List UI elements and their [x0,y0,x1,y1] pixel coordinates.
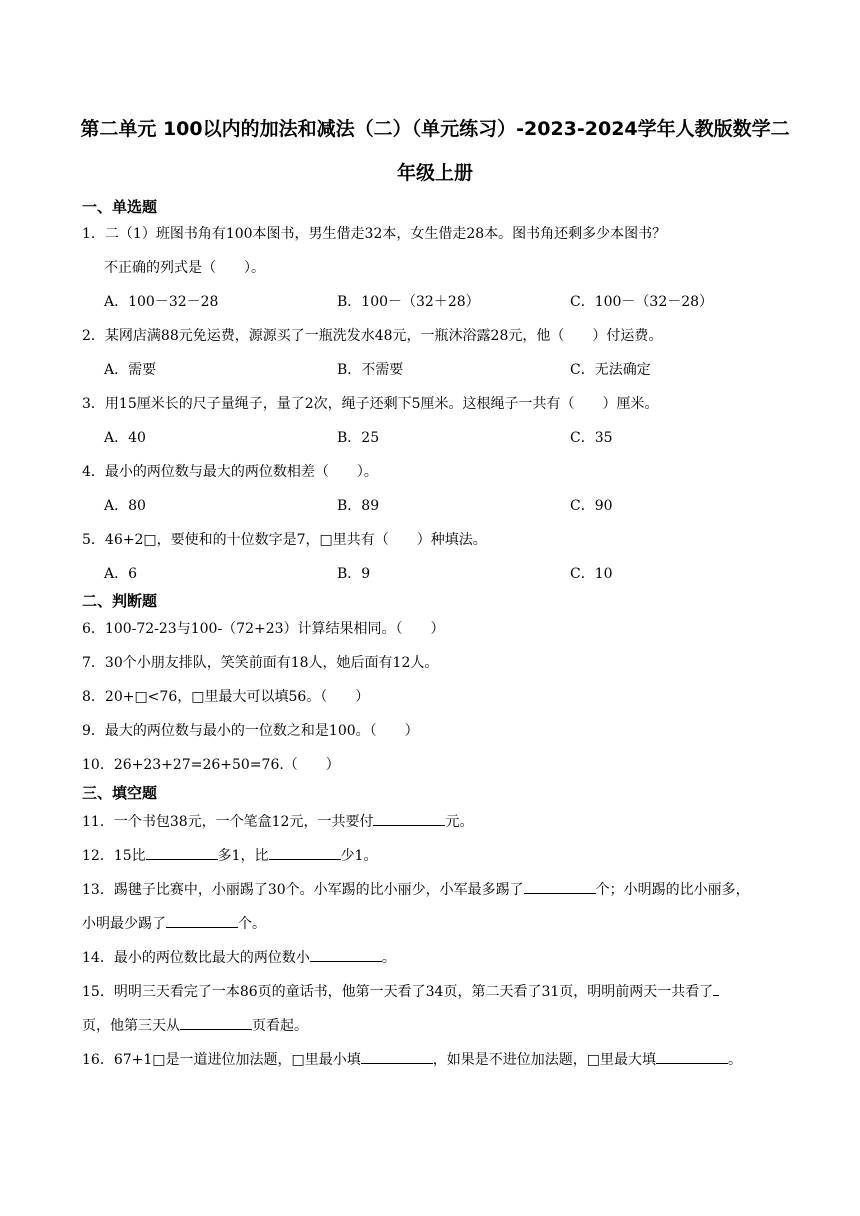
question-6: 6．100-72-23与100-（72+23）计算结果相同。（ ） [82,621,445,637]
question-15-text-1: 15．明明三天看完了一本86页的童话书，他第一天看了34页，第二天看了31页，明明前两天一共看了 [82,984,714,1000]
question-14 [82,947,396,968]
question-7: 7．30个小朋友排队，笑笑前面有18人，她后面有12人。 [82,655,439,671]
question-13-text-1: 13．踢毽子比赛中，小丽踢了30个。小军踢的比小丽少，小军最多踢了 [82,882,524,898]
question-15-text-2: 页，他第三天从 [82,1018,180,1034]
question-5-option-c: C．10 [570,566,613,582]
question-4-stem: 4．最小的两位数与最大的两位数相差（ ）。 [82,464,378,480]
question-1-prompt: 不正确的列式是（ ）。 [104,260,265,276]
question-2-option-a: A．需要 [104,362,157,378]
question-5-stem: 5．46+2□，要使和的十位数字是7，□里共有（ ）种填法。 [82,532,487,548]
question-2-option-c: C．无法确定 [570,362,651,378]
question-4-option-c: C．90 [570,498,613,514]
question-1-option-b: B．100－（32＋28） [337,294,480,310]
question-16-text-2: ，如果是不进位加法题，□里最大填 [432,1052,656,1068]
question-3-option-b: B．25 [337,430,380,446]
question-2-stem: 2．某网店满88元免运费，源源买了一瓶洗发水48元，一瓶沐浴露28元，他（ ）付运费。 [82,328,663,344]
question-2-option-b: B．不需要 [337,362,404,378]
answer-blank[interactable] [146,845,218,860]
question-3-option-c: C．35 [570,430,613,446]
answer-blank[interactable] [656,1049,728,1064]
section-heading-true-false: 二、判断题 [82,592,158,610]
question-15-line-1 [82,981,719,1002]
answer-blank[interactable] [373,811,445,826]
question-13-text-4: 个。 [238,916,266,932]
question-16-text-1: 16．67+1□是一道进位加法题，□里最小填 [82,1052,361,1068]
question-1-stem: 1．二（1）班图书角有100本图书，男生借走32本，女生借走28本。图书角还剩多少本图书？ [82,226,667,242]
question-13-line-1 [82,879,750,900]
question-13-text-2: 个；小明踢的比小丽多， [595,882,750,898]
question-12-text-2: 多1，比 [217,848,269,864]
question-12-text-1: 12．15比 [82,848,146,864]
question-4-option-b: B．89 [337,498,380,514]
question-8: 8．20+□<76，□里最大可以填56。（ ） [82,689,370,705]
question-12 [82,845,377,866]
question-10: 10．26+23+27=26+50=76.（ ） [82,757,340,773]
answer-blank[interactable] [713,981,719,996]
question-4-option-a: A．80 [104,498,146,514]
question-15-text-3: 页看起。 [252,1018,308,1034]
section-heading-multiple-choice: 一、单选题 [82,198,158,216]
answer-blank[interactable] [180,1015,252,1030]
question-1-option-c: C．100－（32－28） [570,294,714,310]
question-9: 9．最大的两位数与最小的一位数之和是100。（ ） [82,723,419,739]
question-3-stem: 3．用15厘米长的尺子量绳子，量了2次，绳子还剩下5厘米。这根绳子一共有（ ）厘米。 [82,396,659,412]
question-11-text: 11．一个书包38元，一个笔盒12元，一共要付 [82,814,374,830]
question-16-end: 。 [727,1052,742,1068]
question-16 [82,1049,742,1070]
question-1-option-a: A．100－32－28 [104,294,219,310]
question-11-unit: 元。 [445,814,474,830]
question-14-end: 。 [381,950,396,966]
worksheet-title-line1: 第二单元 100以内的加法和减法（二）（单元练习）-2023-2024学年人教版数学二 [80,118,790,140]
question-14-text: 14．最小的两位数比最大的两位数小 [82,950,310,966]
question-3-option-a: A．40 [104,430,146,446]
answer-blank[interactable] [524,879,596,894]
question-13-text-3: 小明最少踢了 [82,916,166,932]
section-heading-fill-in: 三、填空题 [82,784,158,802]
answer-blank[interactable] [310,947,382,962]
question-12-text-3: 少1。 [340,848,378,864]
question-5-option-b: B．9 [337,566,371,582]
question-11 [82,811,473,832]
answer-blank[interactable] [361,1049,433,1064]
question-13-line-2 [82,913,266,934]
worksheet-title-line2: 年级上册 [396,162,473,184]
question-5-option-a: A．6 [104,566,138,582]
answer-blank[interactable] [269,845,341,860]
answer-blank[interactable] [166,913,238,928]
question-15-line-2 [82,1015,308,1036]
